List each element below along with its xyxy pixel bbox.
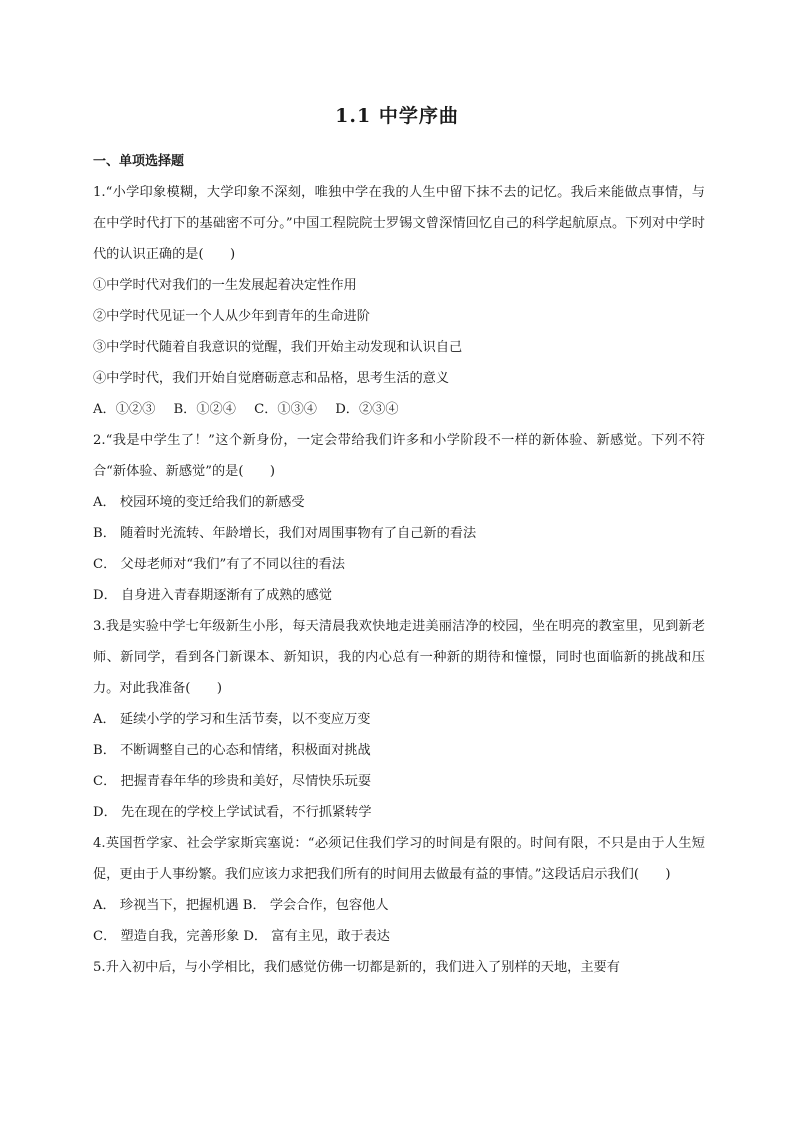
question-1-statement-3: ③中学时代随着自我意识的觉醒，我们开始主动发现和认识自己 xyxy=(93,340,463,355)
question-3-option-c: C． 把握青春年华的珍贵和美好，尽情快乐玩耍 xyxy=(93,774,372,789)
question-3-stem: 3.我是实验中学七年级新生小彤，每天清晨我欢快地走进美丽洁净的校园，坐在明亮的教室里，见到新老师、新同学，看到各门新课本、新知识，我的内心总有一种新的期待和憧憬，同时也面临新的挑战和压力。对此我准备( ) xyxy=(93,619,705,696)
question-1-statement-1: ①中学时代对我们的一生发展起着决定性作用 xyxy=(93,278,357,293)
question-1-statement-4: ④中学时代，我们开始自觉磨砺意志和品格，思考生活的意义 xyxy=(93,371,450,386)
question-4-stem: 4.英国哲学家、社会学家斯宾塞说：“必须记住我们学习的时间是有限的。时间有限，不只是由于人生短促，更由于人事纷繁。我们应该力求把我们所有的时间用去做最有益的事情。”这段话启示我们( ) xyxy=(93,836,705,882)
question-2-option-d: D． 自身进入青春期逐渐有了成熟的感觉 xyxy=(93,588,332,603)
question-2-option-b: B． 随着时光流转、年龄增长，我们对周围事物有了自己新的看法 xyxy=(93,526,477,541)
page-title: 1.1 中学序曲 xyxy=(335,105,459,127)
question-3-option-b: B． 不断调整自己的心态和情绪，积极面对挑战 xyxy=(93,743,371,758)
question-1-stem: 1.“小学印象模糊，大学印象不深刻，唯独中学在我的人生中留下抹不去的记忆。我后来能做点事情，与在中学时代打下的基础密不可分。”中国工程院院士罗锡文曾深情回忆自己的科学起航原点。下列对中学时代的认识正确的是( ) xyxy=(93,185,705,262)
question-4-options-cd: C． 塑造自我，完善形象 D． 富有主见，敢于表达 xyxy=(93,929,390,944)
question-2-stem: 2.“我是中学生了！”这个新身份，一定会带给我们许多和小学阶段不一样的新体验、新感觉。下列不符合“新体验、新感觉”的是( ) xyxy=(93,433,705,479)
section-heading: 一、单项选择题 xyxy=(93,154,185,169)
question-2-option-c: C． 父母老师对“我们”有了不同以往的看法 xyxy=(93,557,345,572)
question-5-stem: 5.升入初中后，与小学相比，我们感觉仿佛一切都是新的，我们进入了别样的天地，主要有 xyxy=(93,960,620,975)
question-3-option-a: A． 延续小学的学习和生活节奏，以不变应万变 xyxy=(93,712,371,727)
question-3-option-d: D． 先在现在的学校上学试试看，不行抓紧转学 xyxy=(93,805,372,820)
document-body xyxy=(93,146,705,983)
question-1-option-a: A．①②③ xyxy=(93,402,156,417)
question-1-option-c: C．①③④ xyxy=(254,402,317,417)
question-1-option-d: D．②③④ xyxy=(335,402,399,417)
question-1-statement-2: ②中学时代见证一个人从少年到青年的生命进阶 xyxy=(93,309,370,324)
question-4-options-ab: A． 珍视当下，把握机遇 B． 学会合作，包容他人 xyxy=(93,898,389,913)
question-2-option-a: A． 校园环境的变迁给我们的新感受 xyxy=(93,495,305,510)
question-1-option-b: B．①②④ xyxy=(173,402,236,417)
question-1-options xyxy=(93,394,705,425)
